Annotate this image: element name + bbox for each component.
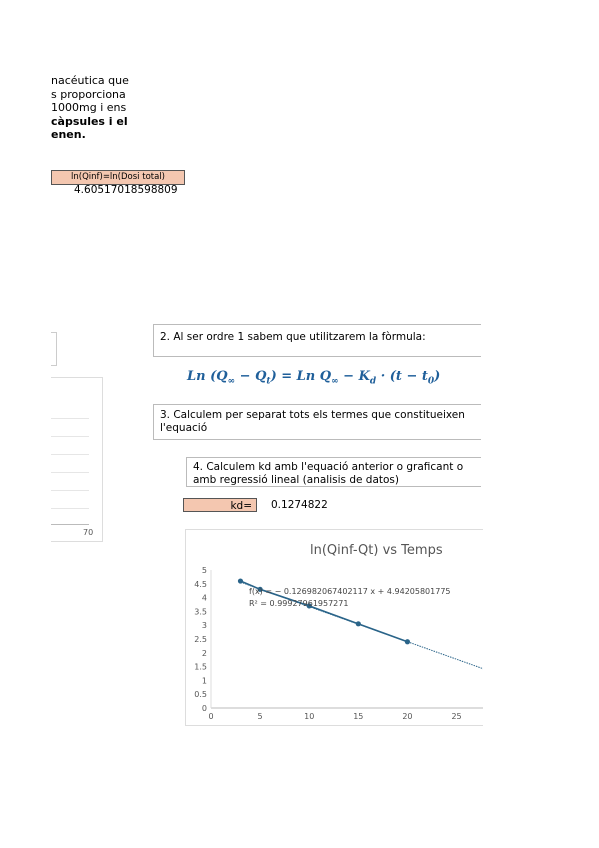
kd-value[interactable]: 0.1274822 <box>271 499 328 511</box>
y-tick-label: 0.5 <box>194 690 207 700</box>
x-tick-label: 0 <box>208 712 214 721</box>
gridline <box>51 436 89 437</box>
x-tick-label: 5 <box>257 712 263 721</box>
intro-line: 1000mg i ens <box>51 101 127 114</box>
formula-cell-value[interactable]: 4.60517018598809 <box>74 184 178 196</box>
gridline <box>51 490 89 491</box>
gridline <box>51 454 89 455</box>
step3-textbox[interactable]: 3. Calculem per separat tots els termes que constitueixen l'equació <box>153 404 481 440</box>
x-tick-label: 25 <box>451 712 462 721</box>
x-tick-label: 15 <box>353 712 364 721</box>
intro-line: nacéutica que <box>51 74 129 87</box>
equation: Ln $(Q_\infty - Q_t) = Ln$ $Q_\infty - K_d \cdot (t - t_0)$ <box>187 369 441 387</box>
y-tick-label: 5 <box>201 566 207 575</box>
data-point <box>238 578 243 583</box>
y-tick-label: 2.5 <box>194 635 207 644</box>
step4-textbox[interactable]: 4. Calculem kd amb l'equació anterior o graficant o amb regressió lineal (analisis de datos) <box>186 457 481 487</box>
intro-line: càpsules i el <box>51 114 128 128</box>
y-tick-label: 1.5 <box>194 662 207 672</box>
kd-label[interactable]: kd= <box>183 498 257 512</box>
x-tick-label: 20 <box>402 712 413 721</box>
data-point <box>356 621 361 626</box>
x-tick-label: 10 <box>304 712 315 721</box>
y-tick-label: 3.5 <box>194 607 207 617</box>
y-tick-label: 0 <box>201 704 207 713</box>
intro-paragraph <box>51 74 132 142</box>
x-tick-label: 70 <box>83 528 94 537</box>
y-tick-label: 2 <box>201 648 207 658</box>
formula-cell-label[interactable]: ln(Qinf)=ln(Dosi total) <box>51 170 185 185</box>
y-tick-label: 1 <box>201 676 207 686</box>
chart-svg <box>186 530 483 725</box>
y-tick-label: 4.5 <box>194 579 207 589</box>
step2-textbox[interactable]: 2. Al ser ordre 1 sabem que utilitzarem la fòrmula: <box>153 324 481 357</box>
gridline <box>51 472 89 473</box>
x-axis-line <box>51 524 89 525</box>
left-text-box <box>51 332 57 366</box>
y-tick-label: 3 <box>201 621 207 631</box>
regression-chart[interactable] <box>185 529 483 726</box>
left-chart <box>51 377 103 542</box>
data-point <box>405 639 410 644</box>
gridline <box>51 508 89 509</box>
gridline <box>51 418 89 419</box>
y-tick-label: 4 <box>201 593 207 603</box>
intro-line: s proporciona <box>51 87 126 101</box>
trendline-equation: f(x) = − 0.126982067402117 x + 4.94205801775 <box>249 587 451 596</box>
chart-title: ln(Qinf-Qt) vs Temps <box>310 543 443 558</box>
intro-line: enen. <box>51 128 86 141</box>
r-squared-label: R² = 0.99927961957271 <box>249 599 349 608</box>
